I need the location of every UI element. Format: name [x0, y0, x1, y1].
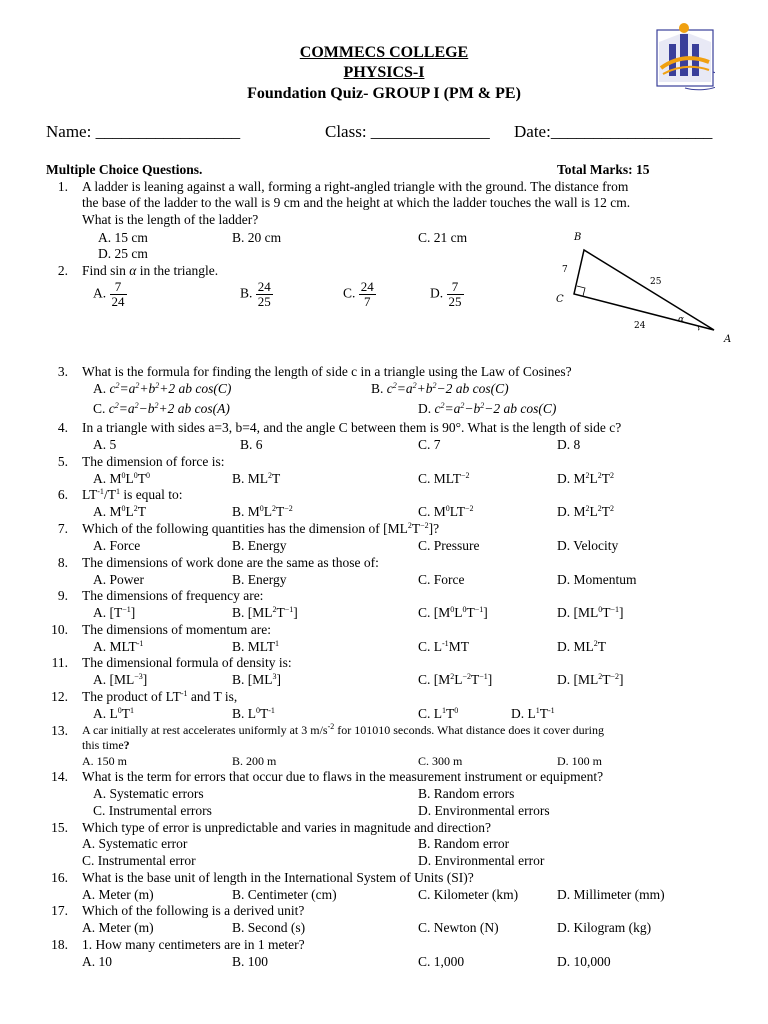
q16-option-b: B. Centimeter (cm) — [232, 887, 337, 902]
q18-text: 1. How many centimeters are in 1 meter? — [82, 937, 305, 952]
q4-number: 4. — [57, 420, 68, 435]
total-marks: Total Marks: 15 — [557, 162, 650, 177]
q16-number: 16. — [51, 870, 68, 885]
name-field: Name: _________________ — [46, 122, 241, 141]
vertex-b-label: B — [574, 232, 582, 243]
q12-option-d: D. $L^1T^{-1}$ — [511, 706, 555, 721]
q7-option-c: C. Pressure — [418, 538, 480, 553]
q2-option-d: D. $\frac{7}{25}$ — [430, 279, 462, 309]
q10-text: The dimensions of momentum are: — [82, 622, 271, 637]
q13-text-line2: this time? — [82, 738, 130, 752]
q13-option-c: C. 300 m — [418, 754, 463, 768]
q15-text: Which type of error is unpredictable and varies in magnitude and direction? — [82, 820, 491, 835]
q10-option-c: C. $L^{-1}MT$ — [418, 639, 469, 654]
q9-option-b: B. $[ML^2T^{-1}]$ — [232, 605, 298, 620]
q16-option-a: A. Meter (m) — [82, 887, 154, 902]
q11-option-a: A. $[ML^{-3}]$ — [93, 672, 148, 687]
q12-option-b: B. $L^0T^{-1}$ — [232, 706, 275, 721]
vertex-a-label: A — [724, 334, 732, 345]
q6-option-d: D. $M^2L^2T^2$ — [557, 504, 615, 519]
class-field: Class: ______________ — [325, 122, 490, 141]
q16-option-c: C. Kilometer (km) — [418, 887, 519, 902]
q12-text: The product of $LT^{-1}$ and T is, — [82, 689, 238, 704]
q9-text: The dimensions of frequency are: — [82, 588, 264, 603]
q3-number: 3. — [57, 364, 68, 379]
q12-option-a: A. $L^0T^1$ — [93, 706, 134, 721]
q14-option-a: A. Systematic errors — [93, 786, 204, 801]
q1-option-a: A. 15 cm — [98, 230, 148, 245]
q10-number: 10. — [51, 622, 68, 637]
q2-number: 2. — [57, 263, 68, 278]
q7-option-b: B. Energy — [232, 538, 287, 553]
q17-number: 17. — [51, 903, 68, 918]
q9-option-a: A. $[T^{-1}]$ — [93, 605, 136, 620]
q11-number: 11. — [51, 655, 68, 670]
q12-number: 12. — [51, 689, 68, 704]
q7-option-d: D. Velocity — [557, 538, 619, 553]
vertex-c-label: C — [556, 294, 564, 305]
q18-option-d: D. 10,000 — [557, 954, 611, 969]
q8-number: 8. — [57, 555, 68, 570]
q9-option-c: C. $[M^0L^0T^{-1}]$ — [418, 605, 488, 620]
q1-text-line2: the base of the ladder to the wall is 9 cm and the height at which the ladder touches the wall is 12 cm. — [82, 195, 631, 210]
q16-option-d: D. Millimeter (mm) — [557, 887, 665, 902]
triangle-shape — [574, 250, 714, 330]
q18-option-a: A. 10 — [82, 954, 112, 969]
q5-text: The dimension of force is: — [82, 454, 225, 469]
date-field: Date:___________________ — [514, 122, 713, 141]
college-title: COMMECS COLLEGE — [299, 44, 469, 61]
q16-text: What is the base unit of length in the International System of Units (SI)? — [82, 870, 474, 885]
angle-alpha-label: α — [678, 315, 685, 325]
q17-option-d: D. Kilogram (kg) — [557, 920, 652, 935]
q14-text: What is the term for errors that occur due to flaws in the measurement instrument or equipment? — [82, 769, 604, 784]
q2-option-b: B. $\frac{24}{25}$ — [240, 279, 271, 309]
q18-option-c: C. 1,000 — [418, 954, 465, 969]
q17-option-b: B. Second (s) — [232, 920, 306, 935]
q1-option-c: C. 21 cm — [418, 230, 468, 245]
q5-option-a: A. $M^0L^0T^0$ — [93, 471, 151, 486]
q14-option-b: B. Random errors — [418, 786, 515, 801]
q10-option-a: A. $MLT^{-1}$ — [93, 639, 144, 654]
q8-option-a: A. Power — [93, 572, 144, 587]
q6-option-b: B. $M^0L^2T^{-2}$ — [232, 504, 293, 519]
q15-option-d: D. Environmental error — [418, 853, 545, 868]
right-triangle-diagram — [548, 226, 738, 346]
q4-text: In a triangle with sides a=3, b=4, and the angle C between them is 90°. What is the length of side c? — [82, 420, 622, 435]
q2-text: Find sin α in the triangle. — [82, 263, 219, 278]
section-title: Multiple Choice Questions. — [46, 162, 203, 177]
q6-number: 6. — [57, 487, 68, 502]
q6-text: $LT^{-1}/T^1$ is equal to: — [82, 487, 183, 502]
q13-option-a: A. 150 m — [82, 754, 127, 768]
q10-option-d: D. $ML^2T$ — [557, 639, 606, 654]
q5-option-b: B. $ML^2T$ — [232, 471, 281, 486]
q9-option-d: D. $[ML^0T^{-1}]$ — [557, 605, 624, 620]
q14-number: 14. — [51, 769, 68, 784]
q15-option-a: A. Systematic error — [82, 836, 188, 851]
q5-number: 5. — [57, 454, 68, 469]
q2-option-c: C. $\frac{24}{7}$ — [343, 279, 374, 309]
q11-text: The dimensional formula of density is: — [82, 655, 292, 670]
q11-option-c: C. $[M^2L^{-2}T^{-1}]$ — [418, 672, 493, 687]
q17-option-c: C. Newton (N) — [418, 920, 499, 935]
q17-option-a: A. Meter (m) — [82, 920, 154, 935]
q4-option-b: B. 6 — [240, 437, 263, 452]
q3-option-b: B. $c^2=a^2+b^2-2$ ab cos(C) — [371, 381, 509, 396]
quiz-title: Foundation Quiz- GROUP I (PM & PE) — [247, 85, 521, 102]
q2-option-a: A. $\frac{7}{24}$ — [93, 279, 125, 309]
q12-option-c: C. $L^1T^0$ — [418, 706, 459, 721]
q9-number: 9. — [57, 588, 68, 603]
side-ca-label: 24 — [634, 321, 646, 331]
q6-option-a: A. $M^0L^2T$ — [93, 504, 147, 519]
q1-option-d: D. 25 cm — [98, 246, 148, 261]
q4-option-a: A. 5 — [93, 437, 117, 452]
college-logo-icon — [655, 22, 715, 92]
q18-number: 18. — [51, 937, 68, 952]
q17-text: Which of the following is a derived unit? — [82, 903, 305, 918]
q14-option-d: D. Environmental errors — [418, 803, 550, 818]
q10-option-b: B. MLT$^1$ — [232, 639, 280, 654]
q3-option-c: C. $c^2=a^2-b^2+2$ ab cos(A) — [93, 401, 230, 416]
q14-option-c: C. Instrumental errors — [93, 803, 212, 818]
q5-option-d: D. $M^2L^2T^2$ — [557, 471, 615, 486]
q15-option-c: C. Instrumental error — [82, 853, 196, 868]
q3-text: What is the formula for finding the length of side c in a triangle using the Law of Cosines? — [82, 364, 572, 379]
q15-option-b: B. Random error — [418, 836, 510, 851]
q7-number: 7. — [57, 521, 68, 536]
q3-option-a: A. $c^2=a^2+b^2+2$ ab cos(C) — [93, 381, 232, 396]
q4-option-c: C. 7 — [418, 437, 441, 452]
q8-option-d: D. Momentum — [557, 572, 637, 587]
q5-option-c: C. $MLT^{-2}$ — [418, 471, 470, 486]
q6-option-c: C. $M^0LT^{-2}$ — [418, 504, 474, 519]
q18-option-b: B. 100 — [232, 954, 269, 969]
side-bc-label: 7 — [562, 265, 568, 275]
q1-option-b: B. 20 cm — [232, 230, 282, 245]
q13-text: A car initially at rest accelerates uniformly at 3 $m/s^{-2}$ for 101010 seconds. What distance does it cover during — [82, 722, 604, 737]
q1-text-line1: A ladder is leaning against a wall, forming a right-angled triangle with the ground. The distance from — [82, 179, 629, 194]
q11-option-b: B. $[ML^3]$ — [232, 672, 281, 687]
q13-option-d: D. 100 m — [557, 754, 602, 768]
q7-text: Which of the following quantities has the dimension of $[ML^2T^{-2}]$? — [82, 521, 440, 536]
q8-text: The dimensions of work done are the same as those of: — [82, 555, 379, 570]
q13-number: 13. — [51, 723, 68, 738]
q8-option-b: B. Energy — [232, 572, 287, 587]
q1-number: 1. — [57, 179, 68, 194]
subject-title: PHYSICS-I — [343, 64, 425, 81]
q7-option-a: A. Force — [93, 538, 141, 553]
q4-option-d: D. 8 — [557, 437, 581, 452]
q13-option-b: B. 200 m — [232, 754, 277, 768]
q8-option-c: C. Force — [418, 572, 465, 587]
q11-option-d: D. $[ML^2T^{-2}]$ — [557, 672, 624, 687]
q15-number: 15. — [51, 820, 68, 835]
side-ba-label: 25 — [650, 277, 662, 287]
q3-option-d: D. $c^2=a^2-b^2-2$ ab cos(C) — [418, 401, 557, 416]
q1-text-line3: What is the length of the ladder? — [82, 212, 259, 227]
